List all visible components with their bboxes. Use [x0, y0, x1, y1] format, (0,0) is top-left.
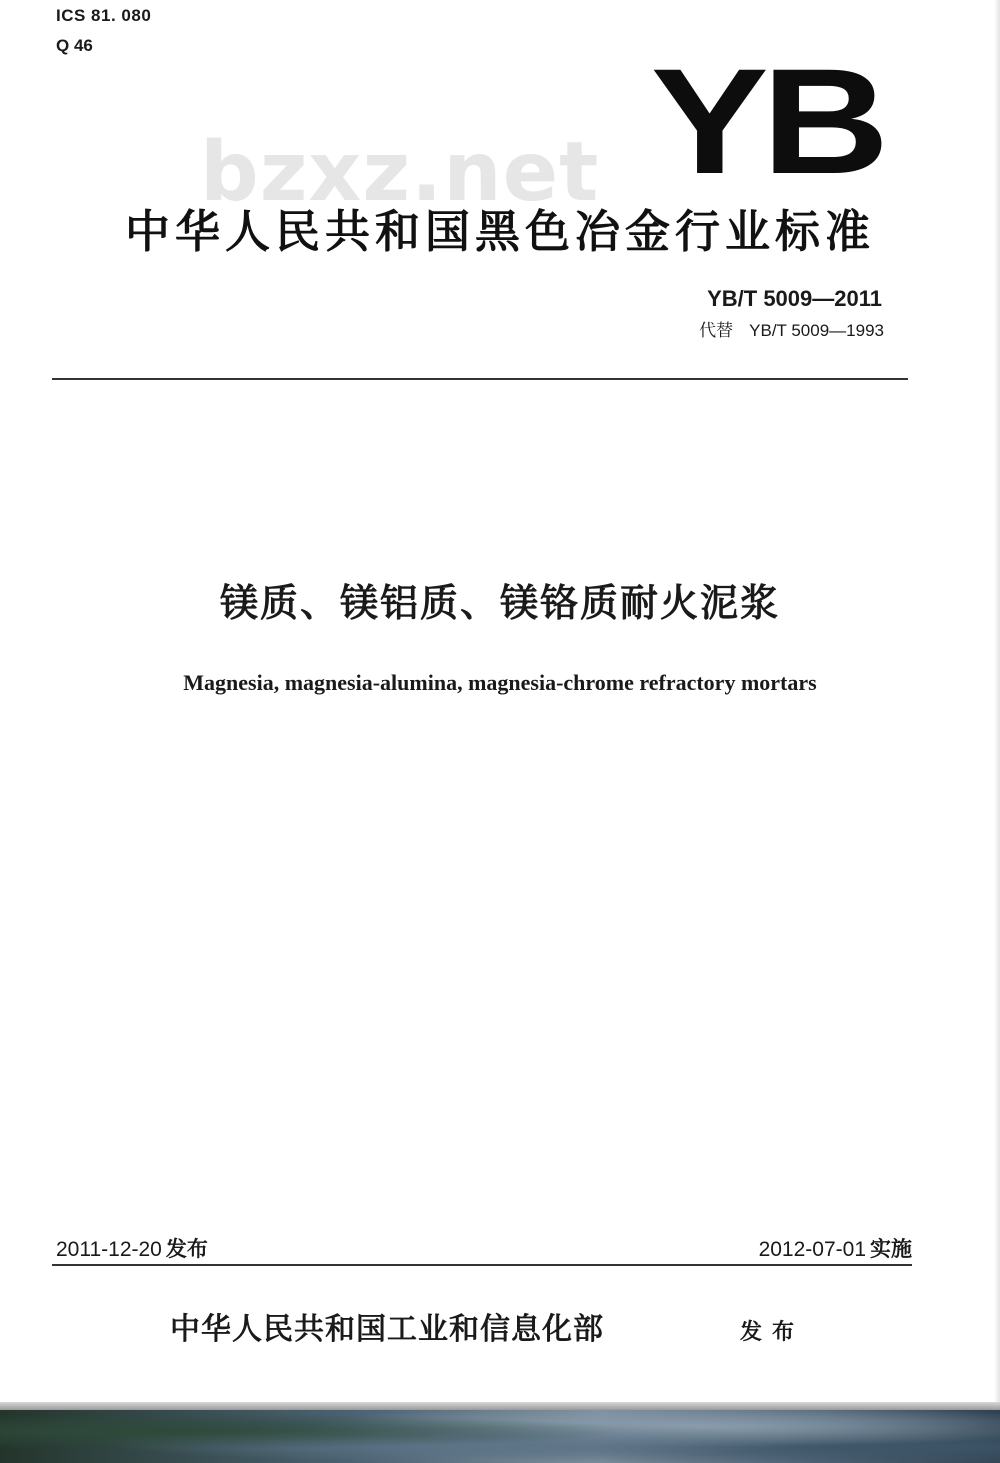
publish-verb: 发布 [740, 1320, 805, 1345]
document-title-en: Magnesia, magnesia-alumina, magnesia-chrome refractory mortars [183, 670, 817, 695]
implement-date-label: 实施 [870, 1237, 912, 1261]
publish-date: 2011-12-20 [56, 1238, 162, 1261]
ics-code: ICS 81. 080 [56, 6, 152, 25]
page-bottom-edge [0, 1402, 1000, 1410]
publish-date-line [56, 1236, 208, 1263]
replaces-label: 代替 [699, 321, 734, 340]
document-title-cn: 镁质、镁铝质、镁铬质耐火泥浆 [219, 581, 780, 625]
publisher-name: 中华人民共和国工业和信息化部 [170, 1312, 604, 1347]
standard-title: 中华人民共和国黑色冶金行业标准 [124, 205, 875, 258]
standard-code: YB/T 5009—2011 [707, 286, 882, 311]
header-divider [52, 378, 908, 380]
publish-date-label: 发布 [165, 1237, 208, 1261]
watermark-text: bzxz.net [200, 125, 600, 220]
replaces-line [699, 320, 884, 342]
implement-date: 2012-07-01 [758, 1238, 866, 1261]
yb-logo: YB [650, 37, 882, 205]
background-photo-strip [0, 1410, 1000, 1463]
implement-date-line [759, 1236, 912, 1263]
replaces-code: YB/T 5009—1993 [749, 321, 884, 340]
page-right-edge [994, 0, 1000, 1402]
footer-divider [52, 1264, 912, 1266]
category-code: Q 46 [56, 36, 93, 55]
